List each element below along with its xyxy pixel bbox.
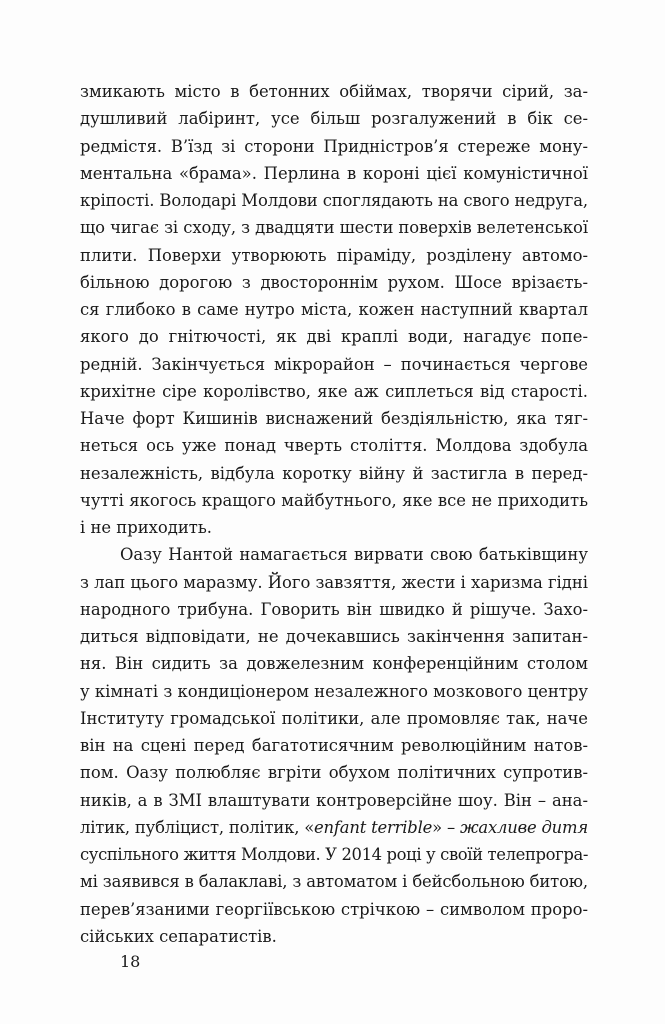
- text-line: ників, а в ЗМІ влаштувати контроверсійне шоу. Він – ана-: [80, 790, 588, 810]
- text-line: плити. Поверхи утворюють піраміду, розділену автомо-: [80, 245, 588, 265]
- text-line: чутті якогось кращого майбутнього, яке все не приходить: [80, 490, 588, 510]
- text-line: Інституту громадської політики, але промовляє так, наче: [80, 708, 588, 728]
- text-line: ментальна «брама». Перлина в короні цієї комуністичної: [80, 163, 588, 183]
- text-line: Оазу Нантой намагається вирвати свою батьківщину: [120, 545, 588, 565]
- text-line: незалежність, відбула коротку війну й застигла в перед-: [80, 463, 588, 483]
- text-line: мі заявився в балаклаві, з автоматом і бейсбольною битою,: [80, 872, 588, 892]
- text-segment: літик, публіцист, політик, «: [80, 817, 315, 837]
- text-line: що чигає зі сходу, з двадцяти шести поверхів велетенської: [80, 218, 588, 238]
- text-line: сійських сепаратистів.: [80, 926, 277, 946]
- italic-phrase: жахливе дитя: [459, 817, 588, 837]
- text-line: ся глибоко в саме нутро міста, кожен наступний квартал: [80, 300, 588, 319]
- paragraph-2: [80, 541, 588, 950]
- text-line: неться ось уже понад чверть століття. Молдова здобула: [80, 436, 588, 456]
- text-line: більною дорогою з двостороннім рухом. Шосе врізаєть-: [80, 272, 588, 292]
- text-line: змикають місто в бетонних обіймах, творячи сірий, за-: [80, 82, 588, 101]
- text-line: і не приходить.: [80, 518, 212, 537]
- text-line: перев’язаними георгіївською стрічкою – символом проро-: [80, 899, 588, 919]
- body-text: [80, 78, 588, 950]
- paragraph-1: [80, 78, 588, 541]
- text-line: редмістя. В’їзд зі сторони Придністров’я стереже мону-: [80, 136, 588, 156]
- text-line: суспільного життя Молдови. У 2014 році у своїй телепрогра-: [80, 845, 589, 864]
- text-line: Наче форт Кишинів виснажений бездіяльністю, яка тяг-: [80, 409, 588, 428]
- text-line: у кімнаті з кондиціонером незалежного мозкового центру: [80, 681, 588, 701]
- page-number: 18: [120, 952, 141, 971]
- text-segment: » –: [432, 817, 460, 837]
- text-line-mixed: [80, 814, 588, 841]
- text-line: диться відповідати, не дочекавшись закінчення запитан-: [80, 627, 588, 646]
- text-line: пом. Оазу полюбляє вгріти обухом політичних супротив-: [80, 763, 588, 783]
- text-line: крихітне сіре королівство, яке аж сиплеться від старості.: [80, 381, 588, 401]
- text-line: кріпості. Володарі Молдови споглядають на свого недруга,: [80, 191, 588, 210]
- text-line: він на сцені перед багатотисячним революційним натов-: [80, 736, 588, 755]
- text-line: якого до гнітючості, як дві краплі води, нагадує попе-: [80, 327, 588, 347]
- text-line: душливий лабіринт, усе більш розгалужений в бік се-: [80, 109, 588, 129]
- text-line: народного трибуна. Говорить він швидко й рішуче. Захо-: [80, 599, 589, 619]
- italic-phrase: enfant terrible: [314, 817, 433, 837]
- text-line: редній. Закінчується мікрорайон – починається чергове: [80, 354, 588, 374]
- text-line: з лап цього маразму. Його завзяття, жести і харизма гідні: [80, 572, 589, 592]
- text-line: ня. Він сидить за довжелезним конференційним столом: [80, 654, 588, 674]
